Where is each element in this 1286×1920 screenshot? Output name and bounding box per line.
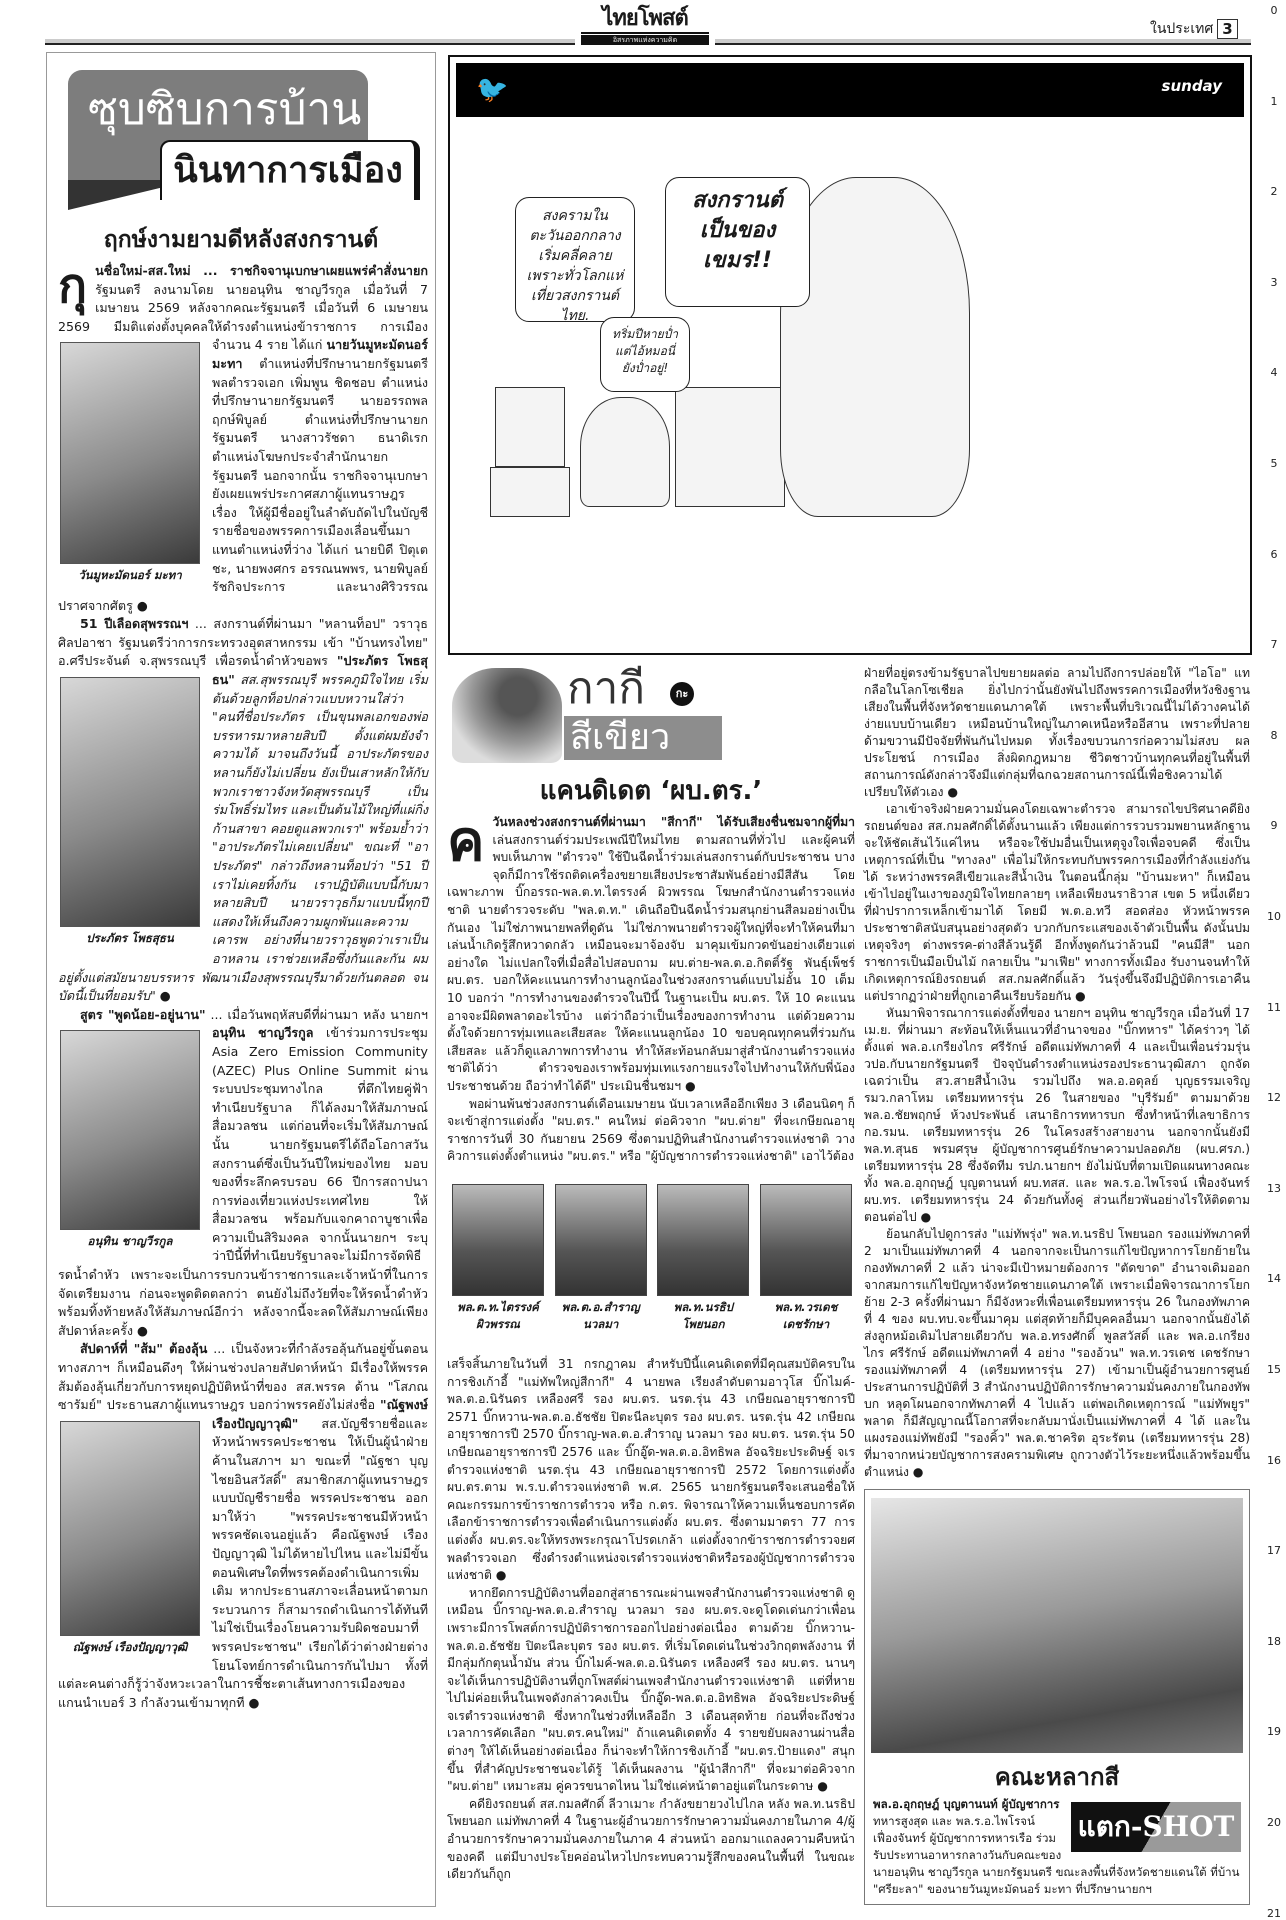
article-paragraph bbox=[58, 615, 428, 1005]
ruler-mark: 7 bbox=[1270, 638, 1278, 652]
candidate-photo bbox=[760, 1184, 852, 1296]
article-paragraph bbox=[58, 1340, 428, 1712]
ruler-mark: 15 bbox=[1267, 1363, 1281, 1376]
police-soldier-illustration bbox=[452, 668, 562, 763]
gossip-column-logo bbox=[60, 70, 420, 218]
candidate-rank-name: พล.ท.วรเดช bbox=[774, 1300, 838, 1314]
paragraph-text: ... เมื่อวันพฤหัสบดีที่ผ่านมา หลัง นายกฯ bbox=[205, 1006, 428, 1022]
right-column bbox=[864, 665, 1250, 1905]
tak-shot-logo: แตก-SHOT bbox=[1071, 1802, 1241, 1852]
logo-word-top: กากี bbox=[567, 663, 645, 714]
ruler-mark: 3 bbox=[1270, 275, 1278, 289]
bold-name: นายวันมูหะมัดนอร์ มะทา bbox=[212, 337, 428, 371]
article-paragraph bbox=[58, 1006, 428, 1341]
candidate-rank-name: พล.ท.นรธิป bbox=[673, 1300, 733, 1314]
ruler-mark: 20 bbox=[1267, 1816, 1281, 1829]
portrait-photo bbox=[60, 342, 200, 564]
police-article-body bbox=[447, 809, 855, 1166]
military-article-body bbox=[864, 665, 1250, 1481]
portrait-photo bbox=[60, 677, 200, 927]
column-logo-top: ซุบซิบการบ้าน bbox=[68, 70, 368, 180]
group-lunch-photo bbox=[871, 1498, 1243, 1753]
article-paragraph: ฝ่ายที่อยู่ตรงข้ามรัฐบาลไปขยายผลต่อ ลามไปถึงการปล่อยให้ "ไอโอ" แทกลือในโลกโซเชียล ยิ่งไปกว่านั้นยังพันไปถึงพรรคการเมืองที่หวังชิงฐานเสียงในพื้นที่จังหวัดชายแดนภาคใต้ เพราะพื้นที่บริเวณนี้ไม่ได้วางคนได้ง่ายแบบบ้านเดียว เหมือนบ้านใหญ่ในภาคเหนือหรืออีสาน เพราะที่ปลายด้ามขวานมีปัจจัยที่พันกันไปหมด ทั้งเรื่องขบวนการก่อความไม่สงบ ผลประโยชน์ การเมือง สิ่งผิดกฎหมาย ชีวิตชาวบ้านทุกคนที่อยู่ในพื้นที่ สถานการณ์ดังกล่าวจึงมีแต่กลุ่มที่ฉกฉวยสถานการณ์นี้เพื่อชิงความได้เปรียบให้ตัวเอง ● bbox=[864, 666, 1250, 799]
paragraph-text: การเมือง จำนวน 4 ราย ได้แก่ bbox=[212, 318, 428, 353]
section-name: ในประเทศ bbox=[1150, 21, 1214, 37]
logo-badge: กะ bbox=[670, 682, 694, 706]
candidate-caption bbox=[452, 1299, 544, 1333]
editorial-cartoon bbox=[448, 55, 1252, 655]
ruler-mark: 17 bbox=[1267, 1544, 1281, 1558]
police-article-body-cont bbox=[447, 1356, 855, 1884]
cartoon-brand: sunday bbox=[1161, 77, 1222, 95]
speech-bubble-dad: ทริ่มปีหายป่ำแต่ไอ้หมอนี่ยังป่ำอยู่! bbox=[600, 317, 690, 392]
section-label bbox=[1150, 18, 1238, 40]
candidate-photo bbox=[657, 1184, 749, 1296]
article-paragraph: หันมาพิจารณาการแต่งตั้งที่ของ นายกฯ อนุทิน ชาญวีรกูล เมื่อวันที่ 17 เม.ย. ที่ผ่านมา สะท้อนให้เห็นแนวที่อำนาจของ "บิ๊กทหาร" ได้คร่าวๆ ได้ตั้งแต่ พล.อ.เกรียงไกร ศรีรักษ์ อดีตแม่ทัพภาคที่ 4 และเป็นเพื่อนร่วมรุ่น วปอ.กับนายกรัฐมนตรี ปัจจุบันดำรงตำแหน่งรองประธานวุฒิสภา ถูกจัดเฉดว่าเป็น สว.สายสีน้ำเงิน รวมไปถึง พล.อ.อดุลย์ บุญธรรมเจริญ รมว.กลาโหม เตรียมทหารรุ่น 26 ในสายของ "บุรีรัมย์" ตามมาด้วย พล.อ.ชัยพฤกษ์ ห้วงประพันธ์ เสนาธิการทหารบก ซึ่งทำหน้าที่เลขาธิการ กอ.รมน. เตรียมทหารรุ่น 26 ในโครงสร้างสายงาน นอกจากนั้นยังมี พล.ท.สุนธ พรมศรุษ ผู้บัญชาการศูนย์รักษาความปลอดภัย (ผบ.ศรภ.) เตรียมทหารรุ่น 28 ซึ่งจัดทีม รปภ.นายกฯ ยังไม่นับที่ตามเปิดแผนทางคณะทั้ง พล.อ.อุกฤษฎ์ บุญตานนท์ ผบ.ทสส. และ พล.ร.อ.ไพโรจน์ เฟื่องจันทร์ ผบ.ทร. เตรียมทหารรุ่น 24 ด้วยกันทั้งคู่ ส่วนเกี่ยวพันอย่างไรให้ติดตามตอนต่อไป ● bbox=[864, 1006, 1250, 1224]
article-paragraph: เอาเข้าจริงฝ่ายความมั่นคงโดยเฉพาะตำรวจ สามารถไขปริศนาคดียิงรถยนต์ของ สส.กมลศักดิ์ได้ตั้งนานแล้ว เพียงแต่การรวบรวมพยานหลักฐาน จะให้ชัดเส้นไว้แค่ไหน หรือจะใช้ปมอื่นเป็นเหตุจูงใจเพื่อจบคดี ซึ่งเป็นเหตุการณ์ที่เป็น "ทางลง" เพื่อไม่ให้กระทบกับพรรคการเมืองที่กำลังแย่งกันได้ ระหว่างพรรคสีเขียวและสีน้ำเงิน ในตอนนี้กลุ่ม "บ้านมะหา" ก็เหมือนเข้าไปอยู่ในเงาของภูมิใจไทยกลายๆ เหลือเพียงนราธิวาส เขต 5 หนึ่งเดียวที่ฝ่าปราการเหล็กเข้ามาได้ โดยมี พ.ต.อ.ทวี สอดส่อง หัวหน้าพรรคประชาชาติสนับสนุนอย่างสุดตัว บวกกับกระแสของเจ้าตัวเป็นพื้น ดังนั้นปมเหตุจริงๆ ต่างพรรค-ต่างสีล้วนรู้ดี อีกทั้งพูดกันว่าล้วนมี "คนมีสี" นอกราชการเป็นมือเป็นไม้ กลายเป็น "มาเฟีย" ทางการทั้งเมือง รับงานจนทำให้เกิดเหตุการณ์ยิงรถยนต์ สส.กมลศักดิ์แล้ว วันรุ่งขึ้นจึงมีปฏิบัติการเอาคืน แต่ปรากฏว่าฝ่ายที่ถูกเอาคืนเรียบร้อยกัน ● bbox=[864, 802, 1250, 1003]
drop-cap: กุ bbox=[58, 258, 88, 314]
article-paragraph: ย้อนกลับไปดูการส่ง "แม่ทัพรุ่ง" พล.ท.นรธิป โพยนอก รองแม่ทัพภาคที่ 2 มาเป็นแม่ทัพภาคที่ 4 นอกจากจะเป็นการแก้ไขปัญหาการโยกย้ายในกองทัพภาคที่ 2 แล้ว น่าจะมีเป้าหมายต้องการ "ตัดขาด" อำนาจเดิมออกจากสมการแก้ไขปัญหาจังหวัดชายแดนภาคใต้ เพราะเมื่อพิจารณาการโยกย้าย 2-3 ครั้งที่ผ่านมา ก็มีจังหวะที่เพื่อนเตรียมทหารรุ่น 26 ในกองทัพภาคที่ 4 ของ ผบ.ทบ.จะขึ้นมาคุม แต่สุดท้ายก็มีบุคคลอื่นมา นอกจากนั้นยังได้ส่งลูกหม้อเดิมไปสายเดียวกับ พล.อ.ทรงศักดิ์ พูลสวัสดิ์ และ พล.อ.เกรียงไกร ศรีรักษ์ อดีตแม่ทัพภาคที่ 4 อย่าง "รองอ้วน" พล.ท.วรเดช เดชรักษา รองแม่ทัพภาคที่ 4 (เตรียมทหารรุ่น 27) เข้ามาเป็นผู้อำนวยการศูนย์ประสานการปฏิบัติที่ 3 สำนักงานปฏิบัติการรักษาความมั่นคงภายในกองทัพบก หลุดโผนอกจากทัพภาคที่ 4 ไปแล้ว แต่พอเกิดเหตุการณ์ "แม่ทัพยูร" พลาด ก็มีสัญญาณนี้โอกาสที่จะกลับมานั่งเป็นแม่ทัพภาคที่ 4 ได้ และในแผงรองแม่ทัพยังมี "รองคิ้ว" พล.ต.ชาคริต อุระรัตน (เตรียมทหารรุ่น 28) ที่มาจากหน่วยบัญชาการสงครามพิเศษ ถูกวางตัวไว้ระยะหนึ่งแล้วพร้อมขึ้นตำแหน่ง ● bbox=[864, 1227, 1250, 1479]
photo-figure bbox=[60, 342, 200, 585]
page-ruler bbox=[1262, 0, 1286, 1920]
ruler-mark: 11 bbox=[1267, 1000, 1281, 1014]
paragraph-text: เข้าร่วมการประชุม Asia Zero Emission Community (AZEC) Plus Online Summit ผ่านระบบประชุมทางไกล ที่ตึกไทยคู่ฟ้า ทำเนียบรัฐบาล ก็ได้ลงมาให้สัมภาษณ์สื่อมวลชน แต่ก่อนที่จะเริ่มให้สัมภาษณ์นั้น นายกรัฐมนตรีได้ถือโอกาสวันสงกรานต์ซึ่งเป็นวันปีใหม่ของไทย มอบของที่ระลึกครบรอบ 66 ปีการสถาปนาการท่องเที่ยวแห่งประเทศไทย ให้สื่อมวลชน พร้อมกับแจกคาถาบูชาเพื่อความเป็นสิริมงคล จากนั้นนายกฯ ระบุว่าปีนี้ที่ทำเนียบรัฐบาลจะไม่มีการจัดพิธีรดน้ำดำหัว เพราะจะเป็นการรบกวนข้าราชการและเจ้าหน้าที่ในการจัดเตรียมงาน ก่อนจะพูดติดตลกว่า ตนยังไม่ถึงวัยที่จะให้รดน้ำดำหัว พร้อมทิ้งท้ายหลังให้สัมภาษณ์อีกว่า หลังจากนี้จะลดให้สัมภาษณ์เพียงสัปดาห์ละครั้ง ● bbox=[58, 1025, 428, 1338]
ruler-mark: 12 bbox=[1267, 1091, 1281, 1105]
photo-caption: ประภัตร โพธสุธน bbox=[86, 931, 174, 946]
article-paragraph bbox=[58, 258, 428, 615]
candidate-rank-name: พล.ต.อ.สำราญ bbox=[561, 1300, 640, 1314]
paragraph-text: รัฐมนตรี ลงนามโดย นายอนุทิน ชาญวีรกูล เมื่อวันที่ 7 เมษายน 2569 หลังจากคณะรัฐมนตรี เมื่อวันที่ 6 เมษายน 2569 มีมติแต่งตั้งบุคคลให้ดำรงตำแหน่งข้าราชการ bbox=[58, 281, 428, 334]
candidate-surname: ผิวพรรณ bbox=[476, 1317, 520, 1331]
speech-bubble-tv: สงครามในตะวันออกกลางเริ่มคลี่คลายเพราะทั่วโลกแห่เที่ยวสงกรานต์ไทย. bbox=[515, 197, 635, 322]
tv-cabinet-drawing bbox=[490, 467, 570, 517]
column-logo-shadow bbox=[68, 180, 168, 210]
ruler-mark: 0 bbox=[1270, 4, 1278, 17]
drop-cap: ค bbox=[447, 809, 485, 874]
candidate-card bbox=[657, 1184, 749, 1333]
photo-figure bbox=[60, 1421, 200, 1657]
candidate-caption bbox=[555, 1299, 647, 1333]
subhead-bold: สัปดาห์ที่ "ส้ม" ต้องลุ้น bbox=[80, 1341, 208, 1357]
ruler-mark: 6 bbox=[1270, 547, 1278, 561]
candidate-surname: เดชรักษา bbox=[782, 1317, 830, 1331]
ruler-mark: 10 bbox=[1267, 910, 1281, 923]
candidate-card bbox=[555, 1184, 647, 1333]
caption-bold: พล.อ.อุกฤษฎ์ บุญตานนท์ ผู้บัญชาการ bbox=[873, 1797, 1060, 1811]
ruler-mark: 1 bbox=[1270, 94, 1278, 108]
article-paragraph: คดียิงรถยนต์ สส.กมลศักดิ์ ลีวาเมาะ กำลังขยายวงไปไกล หลัง พล.ท.นรธิป โพยนอก แม่ทัพภาคที่ 4 ในฐานะผู้อำนวยการรักษาความมั่นคงภายในภาค 4/ผู้อำนวยการรักษาความมั่นคงภายในภาค 4 ส่วนหน้า ออกมาแถลงความคืบหน้าของคดี แต่มีบางประโยคอ่อนไหวไปกระทบความรู้สึกของคนในพื้นที่ ในขณะเดียวกันก็ถูก bbox=[447, 1796, 855, 1882]
page-number: 3 bbox=[1217, 19, 1237, 39]
candidate-caption bbox=[760, 1299, 852, 1333]
paragraph-text: เล่นสงกรานต์ร่วมประเพณีปีใหม่ไทย ตามสถานที่ทั่วไป และผู้คนที่พบเห็นภาพ "ตำรวจ" ใช้ปืนฉีดน้ำร่วมเล่นสงกรานต์กับประชาชน บางจุดก็มีการใช้รถติดเครื่องขยายเสียงประชาสัมพันธ์อย่างมีสีสัน โดยเฉพาะภาพ บิ๊กอรรถ-พล.ต.ท.ไตรรงค์ ผิวพรรณ โฆษกสำนักงานตำรวจแห่งชาติ นายตำรวจระดับ "พล.ต.ท." เดินถือปืนฉีดน้ำร่วมสนุกย่านสีลมอย่างเป็นกันเอง ไม่ใช่ภาพนายพลที่ดูดัน ไม่ใช่ภาพนายตำรวจผู้ใหญ่ที่จะทำให้คนที่มาเล่นน้ำเกิดรู้สึกหวาดกลัว เหมือนจะมาจ้องจับ มาคุมเข้มกวดขันอย่างเดียวแต่อย่างใด ไม่แปลกใจที่เมื่อสื่อไปสอบถาม ผบ.ต่าย-พล.ต.อ.กิตติ์รัฐ พันธุ์เพ็ชร์ ผบ.ตร. บอกให้คะแนนการทำงานลูกน้องในช่วงสงกรานต์แบบไม่อั้น 10 เต็ม 10 บอกว่า "การทำงานของตำรวจในปีนี้ ในฐานะเป็น ผบ.ตร. ให้ 10 คะแนน อาจจะมีผิดพลาดอะไรบ้าง แต่ว่าถือว่าเป็นเรื่องของการทำงาน แต่ด้วยความตั้งใจด้วยการทุ่มเทและเสียสละ ให้คะแนนลูกน้อง 10 ขอบคุณทุกคนที่ร่วมกันเสียสละ แล้วก็ดูแลภาพการทำงาน ทำให้สะท้อนกลับมาสู่สำนักงานตำรวจแห่งชาติได้ว่า ตำรวจของเราพร้อมทุ่มเทแรงกายแรงใจไปทำงานให้กับพี่น้องประชาชนด้วย ถือว่าทำได้ดี" ประเมินชื่นชมฯ ● bbox=[447, 832, 855, 1093]
photo-caption: อนุทิน ชาญวีรกูล bbox=[87, 1234, 173, 1249]
candidate-card bbox=[760, 1184, 852, 1333]
article-paragraph: หากยึดการปฏิบัติงานที่ออกสู่สาธารณะผ่านเพจสำนักงานตำรวจแห่งชาติ ดูเหมือน บิ๊กราญ-พล.ต.อ.สำราญ นวลมา รอง ผบ.ตร.จะดูโดดเด่นกว่าเพื่อน เพราะมีการโพสต์การปฏิบัติราชการออกไปอย่างต่อเนื่อง ตามด้วย บิ๊กหวาน-พล.ต.อ.ธัชชัย ปิตะนีละบุตร รอง ผบ.ตร. ที่เริ่มโดดเด่นในช่วงวิกฤตพลังงาน ที่มีกลุ่มกักตุนน้ำมัน ส่วน บิ๊กไมค์-พล.ต.อ.นิรันดร เหลืองศรี รอง ผบ.ตร. นานๆ จะได้เห็นการปฏิบัติงานที่ถูกโพสต์ผ่านเพจสำนักงานตำรวจแห่งชาติ แต่ที่หายไปไม่ค่อยเห็นในเพจดังกล่าวคงเป็น บิ๊กอู๊ด-พล.ต.อ.อิทธิพล อัจฉริยะประดิษฐ์ จเรตำรวจแห่งชาติ ซึ่งหากในช่วงที่เหลืออีก 3 เดือนสุดท้าย ก่อนที่จะถึงช่วงเวลาการคัดเลือก "ผบ.ตร.คนใหม่" ถ้าแคนดิเดตทั้ง 4 รายขยับผลงานผ่านสื่อต่างๆ ให้ได้เห็นอย่างต่อเนื่อง ก็น่าจะทำให้การชิงเก้าอี้ "ผบ.ตร.ป้ายแดง" สนุกขึ้น ที่สำคัญประชาชนจะได้รู้ ได้เห็นผลงาน "ผู้นำสีกากี" ที่จะมาต่อคิวจาก "ผบ.ต่าย" เหมาะสม คู่ควรขนาดไหน ไม่ใช่แค่หน้าตาอยู่แต่ในกระดาษ ● bbox=[447, 1585, 855, 1794]
newspaper-masthead bbox=[575, 6, 715, 47]
gossip-article-body bbox=[58, 258, 428, 1712]
table-bottle-drawing bbox=[675, 387, 785, 507]
ruler-mark: 16 bbox=[1267, 1453, 1281, 1467]
ruler-mark: 21 bbox=[1267, 1906, 1281, 1920]
photo-figure bbox=[60, 1030, 200, 1251]
paragraph-text: ... เป็นจังหวะที่กำลังรอลุ้นกันอยู่ขั้นตอนทางสภาฯ ก็เหมือนดึงๆ ให้ผ่านช่วงปลายสัปดาห์หน้า มีเรื่องให้พรรคส้มต้องลุ้นเกี่ยวกับการหยุดปฏิบัติหน้าที่ของ สส.พรรค ด้าน "โสภณ ซารัมย์" ประธานสภาผู้แทนราษฎร บอกว่าพรรคยังไม่ส่งชื่อ bbox=[58, 1341, 428, 1413]
photo-title: คณะหลากสี bbox=[994, 1763, 1120, 1791]
police-article-headline: แคนดิเดต ‘ผบ.ตร.’ bbox=[539, 776, 763, 806]
speech-bubble-main: สงกรานต์เป็นของเขมร!! bbox=[665, 177, 810, 307]
photo-caption bbox=[871, 1796, 1243, 1898]
family-drawing bbox=[580, 397, 670, 507]
article-paragraph bbox=[447, 809, 855, 1096]
bold-name: "ประภัตร โพธสุธน" bbox=[212, 653, 428, 688]
logo-word-bottom: สีเขียว bbox=[564, 716, 722, 760]
ruler-mark: 2 bbox=[1270, 185, 1278, 199]
candidate-surname: โพยนอก bbox=[682, 1317, 725, 1331]
column-logo-bottom: นินทาการเมือง bbox=[160, 140, 420, 200]
subhead-bold: สูตร "พูดน้อย-อยู่นาน" bbox=[80, 1006, 206, 1022]
candidate-photo bbox=[452, 1184, 544, 1296]
ruler-mark: 9 bbox=[1270, 819, 1278, 833]
candidate-surname: นวลมา bbox=[582, 1317, 619, 1331]
candidate-rank-name: พล.ต.ท.ไตรรงค์ bbox=[457, 1300, 539, 1314]
subhead-bold: 51 ปีเลือดสุพรรณฯ bbox=[80, 616, 189, 632]
kaki-column-logo bbox=[452, 663, 722, 763]
ruler-mark: 13 bbox=[1267, 1181, 1281, 1195]
ruler-mark: 19 bbox=[1267, 1725, 1281, 1739]
article-paragraph: เสร็จสิ้นภายในวันที่ 31 กรกฎาคม สำหรับปีนี้แคนดิเดตที่มีคุณสมบัติครบในการชิงเก้าอี้ "แม่ทัพใหญ่สีกากี" 4 นายพล เรียงลำดับตามอาวุโส บิ๊กไมค์-พล.ต.อ.นิรันดร เหลืองศรี รอง ผบ.ตร. นรต.รุ่น 43 เกษียณอายุราชการปี 2571 บิ๊กหวาน-พล.ต.อ.ธัชชัย ปิตะนีละบุตร รอง ผบ.ตร. นรต.รุ่น 42 เกษียณอายุราชการปี 2570 บิ๊กราญ-พล.ต.อ.สำราญ นวลมา รอง ผบ.ตร. นรต.รุ่น 50 เกษียณอายุราชการปี 2576 และ บิ๊กอู๊ด-พล.ต.อ.อิทธิพล อัจฉริยะประดิษฐ์ จเรตำรวจแห่งชาติ นรต.รุ่น 43 เกษียณอายุราชการปี 2572 โดยการแต่งตั้ง ผบ.ตร.ตาม พ.ร.บ.ตำรวจแห่งชาติ พ.ศ. 2565 นายกรัฐมนตรีจะเสนอชื่อให้คณะกรรมการข้าราชการตำรวจ หรือ ก.ตร. พิจารณาให้ความเห็นชอบการคัดเลือกข้าราชการตำรวจเพื่อดำเนินการแต่งตั้ง ผบ.ตร. ซึ่งตามมาตรา 77 การแต่งตั้ง ผบ.ตร.จะให้ทรงพระกรุณาโปรดเกล้า แต่งตั้งจากข้าราชการตำรวจยศพลตำรวจเอก ซึ่งดำรงตำแหน่งจเรตำรวจแห่งชาติหรือรองผู้บัญชาการตำรวจแห่งชาติ ● bbox=[447, 1357, 855, 1583]
bold-name: "ณัฐพงษ์ เรืองปัญญาวุฒิ" bbox=[212, 1397, 428, 1431]
ruler-mark: 14 bbox=[1267, 1272, 1281, 1286]
photo-figure bbox=[60, 677, 200, 948]
caption-text: ทหารสูงสุด และ พล.ร.อ.ไพโรจน์ เฟื่องจันทร์ ผู้บัญชาการทหารเรือ ร่วมรับประทานอาหารกลางวันกับคณะของ นายอนุทิน ชาญวีรกูล นายกรัฐมนตรี ขณะลงพื้นที่จังหวัดชายแดนใต้ ที่บ้าน "ศรียะลา" ของนายวันมูหะมัดนอร์ มะทา ที่ปรึกษานายกฯ bbox=[873, 1814, 1240, 1896]
bold-name: อนุทิน ชาญวีรกูล bbox=[212, 1025, 314, 1041]
lead-bold: วันหลงช่วงสงกรานต์ที่ผ่านมา "สีกากี" ได้รับเสียงชื่นชมจากผู้ที่มา bbox=[492, 815, 855, 829]
bird-mascot-icon: 🐦 bbox=[476, 75, 509, 105]
candidate-photos bbox=[452, 1184, 852, 1333]
ruler-mark: 8 bbox=[1270, 728, 1278, 742]
paragraph-text: สส.บัญชีรายชื่อและหัวหน้าพรรคประชาชน ให้เป็นผู้นำฝ่ายค้านในสภาฯ มา ขณะที่ "ณัฐชา บุญไชยอินสวัสดิ์" สมาชิกสภาผู้แทนราษฎร แบบบัญชีรายชื่อ พรรคประชาชน ออกมาให้ว่า "พรรคประชาชนมีหัวหน้าพรรคชัดเจนอยู่แล้ว คือณัฐพงษ์ เรืองปัญญาวุฒิ ไม่ได้หายไปไหน และไม่มีขั้นตอนพิเศษใดที่พรรคต้องดำเนินการเพิ่มเติม หากประธานสภาจะเลื่อนหน้าตามกระบวนการ ก็สามารถดำเนินการได้ทันที ไม่ใช่เป็นเรื่องโยนความรับผิดชอบมาที่พรรคประชาชน" เรียกได้ว่าต่างฝ่ายต่างโยนโจทย์การดำเนินการกันไปมา ทั้งที่แต่ละคนต่างก็รู้ว่าจังหวะเวลาในการชี้ชะตาเส้นทางการเมืองของแกนนำเบอร์ 3 กำลังวนเข้ามาทุกที ● bbox=[58, 1415, 428, 1710]
lead-bold: นชื่อใหม่-สส.ใหม่ ... ราชกิจจานุเบกษาเผยแพร่คำสั่งนายก bbox=[95, 263, 428, 278]
quote-text: สส.สุพรรณบุรี พรรคภูมิใจไทย เริ่มต้นด้วยลูกท็อปกล่าวแบบหวานใส่ว่า "คนที่ชื่อประภัตร เป็นขุนพลเอกของพ่อบรรหารมาหลายสิบปี ตั้งแต่ผมยังจำความได้ มาจนถึงวันนี้ อาประภัตรของหลานก็ยังไม่เปลี่ยน ยังเป็นเสาหลักให้กับพวกเราชาวจังหวัดสุพรรณบุรี เป็นร่มโพธิ์ร่มไทร และเป็นต้นไม้ใหญ่ที่แผ่กิ่งก้านสาขา คอยดูแลพวกเรา" พร้อมย้ำว่า "อาประภัตรไม่เคยเปลี่ยน" ขณะที่ "อาประภัตร" กล่าวถึงหลานท็อปว่า "51 ปีเราไม่เคยทิ้งกัน เราปฏิบัติแบบนี้กับมาหลายสิบปี นายวราวุธก็มาแบบนี้ทุกปี แสดงให้เห็นถึงความผูกพันและความเคารพ อย่างที่นายวราวุธพูดว่าเราเป็นอาหลาน เราช่วยเหลือซึ่งกันและกัน ผมอยู่ตั้งแต่สมัยนายบรรหาร พัฒนาเมืองสุพรรณบุรีมาด้วยกันตลอด จนบัดนี้เป็นที่ยอมรับ" ● bbox=[58, 672, 428, 1004]
portrait-photo bbox=[60, 1421, 200, 1636]
cartoon-header-bar bbox=[456, 63, 1244, 117]
ruler-mark: 18 bbox=[1267, 1634, 1281, 1648]
candidate-caption bbox=[657, 1299, 749, 1333]
tv-drawing bbox=[495, 387, 565, 467]
paragraph-text: ... สงกรานต์ที่ผ่านมา "หลานท็อป" วราวุธ ศิลปอาชา รัฐมนตรีว่าการกระทรวงอุตสาหกรรม เข้า "บ้านทรงไทย" อ.ศรีประจันต์ จ.สุพรรณบุรี เพื่อรดน้ำดำหัวขอพร bbox=[58, 616, 428, 669]
paragraph-text: ตำแหน่งที่ปรึกษานายกรัฐมนตรี พลตำรวจเอก เพิ่มพูน ชิดชอบ ตำแหน่งที่ปรึกษานายกรัฐมนตรี นายอรรถพล ฤกษ์พิบูลย์ ตำแหน่งที่ปรึกษานายกรัฐมนตรี นางสาวรัชดา ธนาดิเรก ตำแหน่งโฆษกประจำสำนักนายกรัฐมนตรี นอกจากนั้น ราชกิจจานุเบกษายังเผยแพร่ประกาศสภาผู้แทนราษฎร เรื่อง ให้ผู้มีชื่ออยู่ในลำดับถัดไปในบัญชีรายชื่อของพรรคการเมืองเลื่อนขึ้นมาแทนตำแหน่งที่ว่าง ได้แก่ นายบิดี ปิตุเตชะ, นายพงศกร อรรณนพพร, นายพิบูลย์ รัชกิจประการ และนางศิริวรรณ ปราศจากศัตรู ● bbox=[58, 355, 428, 613]
candidate-photo bbox=[555, 1184, 647, 1296]
portrait-photo bbox=[60, 1030, 200, 1230]
tak-shot-photo-box bbox=[864, 1489, 1250, 1905]
article-paragraph: พอผ่านพ้นช่วงสงกรานต์เดือนเมษายน นับเวลาเหลืออีกเพียง 3 เดือนนิดๆ ก็จะเข้าสู่การแต่งตั้ง "ผบ.ตร." คนใหม่ ต่อคิวจาก "ผบ.ต่าย" ที่จะเกษียณอายุราชการวันที่ 30 กันยายน 2569 ซึ่งตามปฏิทินสำนักงานตำรวจแห่งชาติ วางคิวการแต่งตั้งตำแหน่ง "ผบ.ตร." หรือ "ผู้บัญชาการตำรวจแห่งชาติ" เอาไว้ต้อง bbox=[447, 1096, 855, 1164]
candidate-card bbox=[452, 1184, 544, 1333]
ruler-mark: 5 bbox=[1270, 457, 1278, 470]
photo-caption: วันมูหะมัดนอร์ มะทา bbox=[78, 568, 182, 583]
masthead-logo: ไทยโพสต์ bbox=[581, 6, 709, 34]
photo-caption: ณัฐพงษ์ เรืองปัญญาวุฒิ bbox=[72, 1639, 188, 1654]
masthead-tagline: อิสรภาพแห่งความคิด bbox=[581, 35, 709, 45]
ruler-mark: 4 bbox=[1270, 366, 1278, 380]
gossip-headline: ฤกษ์งามยามดีหลังสงกรานต์ bbox=[103, 227, 379, 253]
